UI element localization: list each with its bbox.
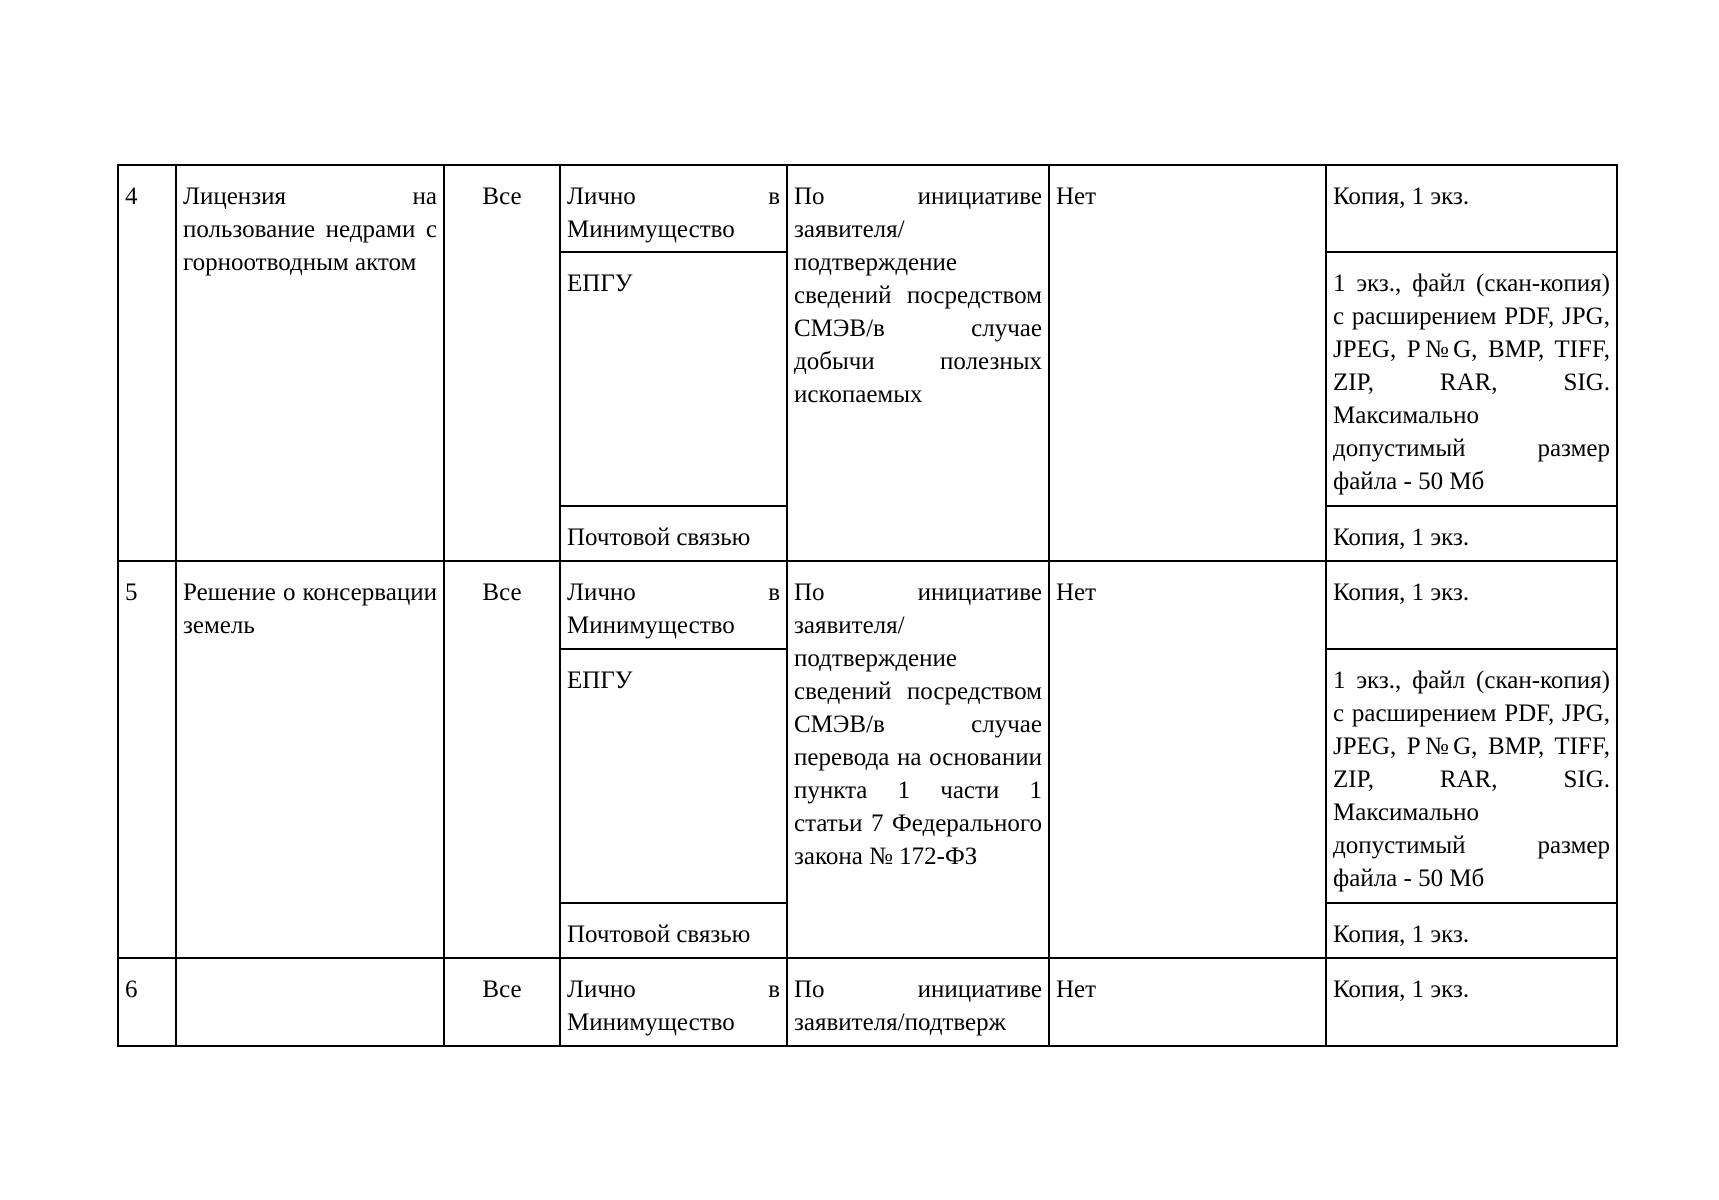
- submission-condition: По инициативе заявителя/подтверждение сведений посредством СМЭВ/в случае добычи полезных ископаемых: [787, 165, 1049, 561]
- submission-method: ЕПГУ: [560, 252, 787, 506]
- applicant-category: Все: [444, 165, 560, 561]
- original-required: Нет: [1049, 165, 1326, 561]
- document-form: Копия, 1 экз.: [1326, 903, 1617, 958]
- submission-method: Лично в Минимущество: [560, 561, 787, 649]
- row-number: 5: [118, 561, 176, 958]
- submission-method: Лично в Минимущество: [560, 165, 787, 252]
- applicant-category: Все: [444, 561, 560, 958]
- original-required: Нет: [1049, 958, 1326, 1046]
- documents-table: [117, 164, 1618, 1047]
- document-name: Лицензия на пользование недрами с горноотводным актом: [176, 165, 444, 561]
- document-form: 1 экз., файл (скан-копия) с расширением PDF, JPG, JPEG, P№G, BMP, TIFF, ZIP, RAR, SIG. Максимально допустимый размер файла - 50 Мб: [1326, 252, 1617, 506]
- original-required: Нет: [1049, 561, 1326, 958]
- submission-condition: По инициативе заявителя/подтверж: [787, 958, 1049, 1046]
- row-number: 4: [118, 165, 176, 561]
- table-row: [118, 958, 1617, 1046]
- table-row: [118, 561, 1617, 649]
- document-form: Копия, 1 экз.: [1326, 506, 1617, 561]
- submission-method: Лично в Минимущество: [560, 958, 787, 1046]
- submission-method: ЕПГУ: [560, 649, 787, 903]
- submission-method: Почтовой связью: [560, 903, 787, 958]
- applicant-category: Все: [444, 958, 560, 1046]
- table-row: [118, 165, 1617, 252]
- document-form: Копия, 1 экз.: [1326, 958, 1617, 1046]
- document-form: Копия, 1 экз.: [1326, 561, 1617, 649]
- submission-condition: По инициативе заявителя/подтверждение сведений посредством СМЭВ/в случае перевода на основании пункта 1 части 1 статьи 7 Федерального закона № 172-ФЗ: [787, 561, 1049, 958]
- row-number: 6: [118, 958, 176, 1046]
- document-name: [176, 958, 444, 1046]
- document-form: 1 экз., файл (скан-копия) с расширением PDF, JPG, JPEG, P№G, BMP, TIFF, ZIP, RAR, SIG. Максимально допустимый размер файла - 50 Мб: [1326, 649, 1617, 903]
- submission-method: Почтовой связью: [560, 506, 787, 561]
- document-form: Копия, 1 экз.: [1326, 165, 1617, 252]
- document-name: Решение о консервации земель: [176, 561, 444, 958]
